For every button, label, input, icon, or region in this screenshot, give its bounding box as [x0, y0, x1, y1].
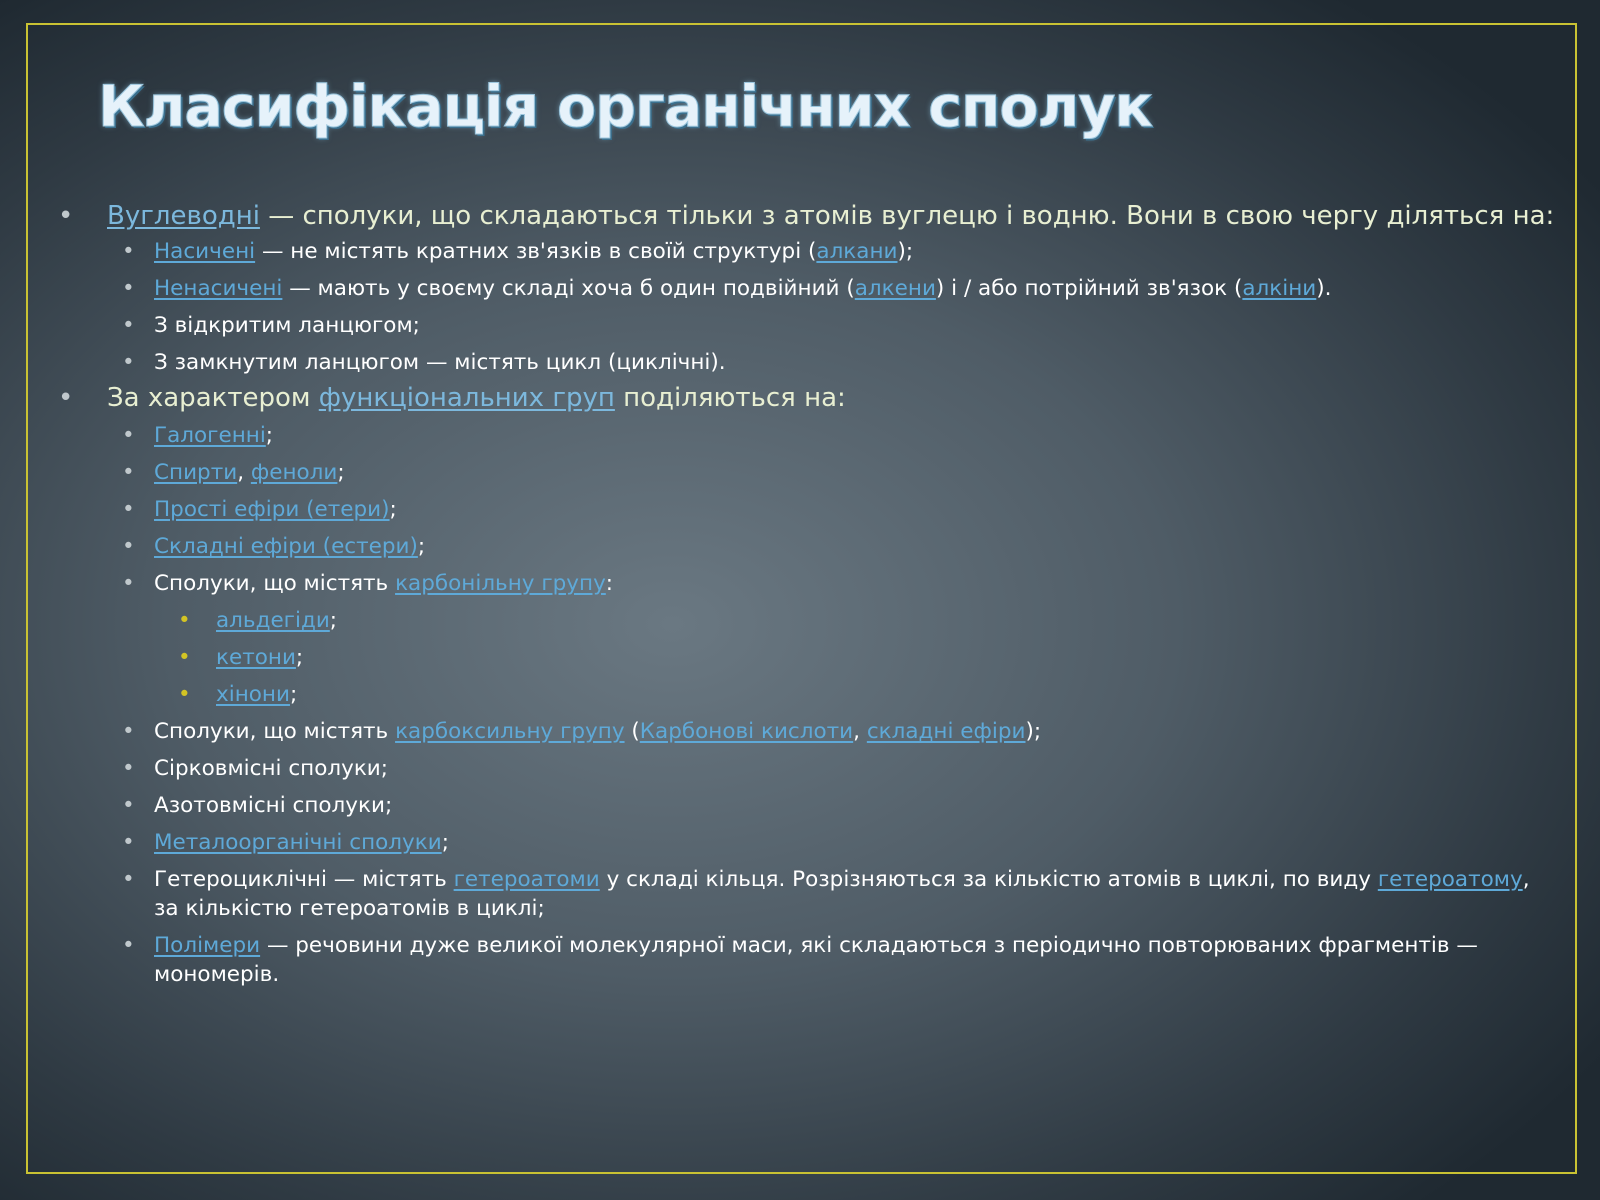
bullet-icon: •	[122, 239, 135, 264]
bullet-icon: •	[122, 423, 135, 448]
link-aldehydes[interactable]: альдегіди	[216, 608, 330, 633]
ethers-text: ;	[389, 497, 397, 522]
bullet-icon: •	[122, 571, 135, 596]
nitrogen-text: Азотовмісні сполуки;	[154, 793, 393, 818]
link-organometallic[interactable]: Металоорганічні сполуки	[154, 830, 442, 855]
link-functional-groups[interactable]: функціональних груп	[318, 383, 615, 413]
list-item-aldehydes	[56, 606, 1556, 635]
link-quinones[interactable]: хінони	[216, 682, 290, 707]
link-alkynes[interactable]: алкіни	[1242, 276, 1317, 301]
list-item-nitrogen	[56, 791, 1556, 820]
bullet-icon: •	[178, 645, 191, 670]
link-halogen[interactable]: Галогенні	[154, 423, 266, 448]
list-item-polymers	[56, 931, 1534, 989]
list-item-sulfur	[56, 754, 1556, 783]
bullet-icon: •	[122, 460, 135, 485]
list-item-closed-chain	[56, 348, 1556, 377]
bullet-icon: •	[122, 793, 135, 818]
list-item-functional-groups	[56, 381, 1556, 415]
functional-text-end: поділяються на:	[614, 383, 846, 413]
carboxyl-text-sep: ,	[853, 719, 867, 744]
link-polymers[interactable]: Полімери	[154, 933, 261, 958]
link-hydrocarbons[interactable]: Вуглеводні	[107, 201, 260, 231]
link-alkanes[interactable]: алкани	[816, 239, 898, 264]
saturated-text: — не містять кратних зв'язків в своїй структурі (	[255, 239, 817, 264]
hydrocarbons-text: — сполуки, що складаються тільки з атомів вуглецю і водню. Вони в свою чергу діляться на:	[259, 201, 1555, 231]
list-item-unsaturated	[56, 274, 1556, 303]
carbonyl-text: Сполуки, що містять	[154, 571, 396, 596]
esters-text: ;	[417, 534, 426, 559]
list-item-ethers	[56, 495, 1556, 524]
bullet-icon: •	[122, 867, 135, 892]
heterocyclic-text-mid: у складі кільця. Розрізняються за кількістю атомів в циклі, по виду	[599, 867, 1378, 892]
bullet-icon: •	[178, 608, 191, 633]
alcohols-text: ;	[337, 460, 345, 485]
polymers-text: — речовини дуже великої молекулярної маси, які складаються з періодично повторюваних фрагментів — мономерів.	[154, 933, 1478, 987]
bullet-icon: •	[122, 719, 135, 744]
functional-text: За характером	[107, 383, 319, 413]
slide-content	[56, 199, 1556, 997]
quinones-text: ;	[289, 682, 298, 707]
bullet-icon: •	[58, 201, 74, 231]
heterocyclic-text-end: , за кількістю гетероатомів в циклі;	[154, 867, 1530, 921]
closed-chain-text: З замкнутим ланцюгом — містять цикл (циклічні).	[154, 350, 726, 375]
sulfur-text: Сірковмісні сполуки;	[154, 756, 389, 781]
bullet-icon: •	[122, 497, 135, 522]
list-item-organometallic	[56, 828, 1556, 857]
unsaturated-text: — мають у своєму складі хоча б один подвійний (	[282, 276, 855, 301]
list-item-open-chain	[56, 311, 1556, 340]
ketones-text: ;	[295, 645, 304, 670]
link-carbonyl-group[interactable]: карбонільну групу	[395, 571, 606, 596]
unsaturated-text-end: ).	[1316, 276, 1332, 301]
link-alcohols[interactable]: Спирти	[154, 460, 238, 485]
list-item-heterocyclic	[56, 865, 1534, 923]
list-item-saturated	[56, 237, 1556, 266]
link-heteroatom[interactable]: гетероатому	[1377, 867, 1523, 892]
bullet-icon: •	[122, 534, 135, 559]
link-ethers[interactable]: Прості ефіри (етери)	[154, 497, 390, 522]
aldehydes-text: ;	[329, 608, 338, 633]
list-item-ketones	[56, 643, 1556, 672]
link-unsaturated[interactable]: Ненасичені	[154, 276, 283, 301]
link-ketones[interactable]: кетони	[216, 645, 296, 670]
carboxyl-text-end: );	[1025, 719, 1042, 744]
link-esters[interactable]: Складні ефіри (естери)	[154, 534, 418, 559]
link-alkenes[interactable]: алкени	[854, 276, 936, 301]
alcohols-sep: ,	[237, 460, 251, 485]
carbonyl-text-end: :	[605, 571, 614, 596]
bullet-icon: •	[122, 350, 135, 375]
bullet-icon: •	[178, 682, 191, 707]
carboxyl-text-mid: (	[624, 719, 640, 744]
list-item-esters	[56, 532, 1556, 561]
bullet-icon: •	[58, 383, 74, 413]
list-item-quinones	[56, 680, 1556, 709]
unsaturated-text-mid: ) і / або потрійний зв'язок (	[935, 276, 1243, 301]
bullet-icon: •	[122, 276, 135, 301]
list-item-halogen	[56, 421, 1556, 450]
saturated-text-end: );	[897, 239, 914, 264]
bullet-icon: •	[122, 313, 135, 338]
list-item-hydrocarbons	[56, 199, 1556, 233]
bullet-icon: •	[122, 756, 135, 781]
bullet-icon: •	[122, 830, 135, 855]
organometallic-text: ;	[441, 830, 449, 855]
list-item-carboxyl	[56, 717, 1556, 746]
bullet-icon: •	[122, 933, 135, 958]
link-carboxyl-group[interactable]: карбоксильну групу	[395, 719, 625, 744]
link-esters-2[interactable]: складні ефіри	[866, 719, 1026, 744]
list-item-carbonyl	[56, 569, 1556, 598]
halogen-text: ;	[265, 423, 274, 448]
link-carboxylic-acids[interactable]: Карбонові кислоти	[639, 719, 854, 744]
link-phenols[interactable]: феноли	[250, 460, 338, 485]
open-chain-text: З відкритим ланцюгом;	[154, 313, 420, 338]
carboxyl-text: Сполуки, що містять	[154, 719, 396, 744]
link-heteroatoms[interactable]: гетероатоми	[453, 867, 600, 892]
link-saturated[interactable]: Насичені	[154, 239, 256, 264]
list-item-alcohols	[56, 458, 1556, 487]
slide-title: Класифікація органічних сполук	[98, 74, 1153, 140]
heterocyclic-text: Гетероциклічні — містять	[154, 867, 454, 892]
